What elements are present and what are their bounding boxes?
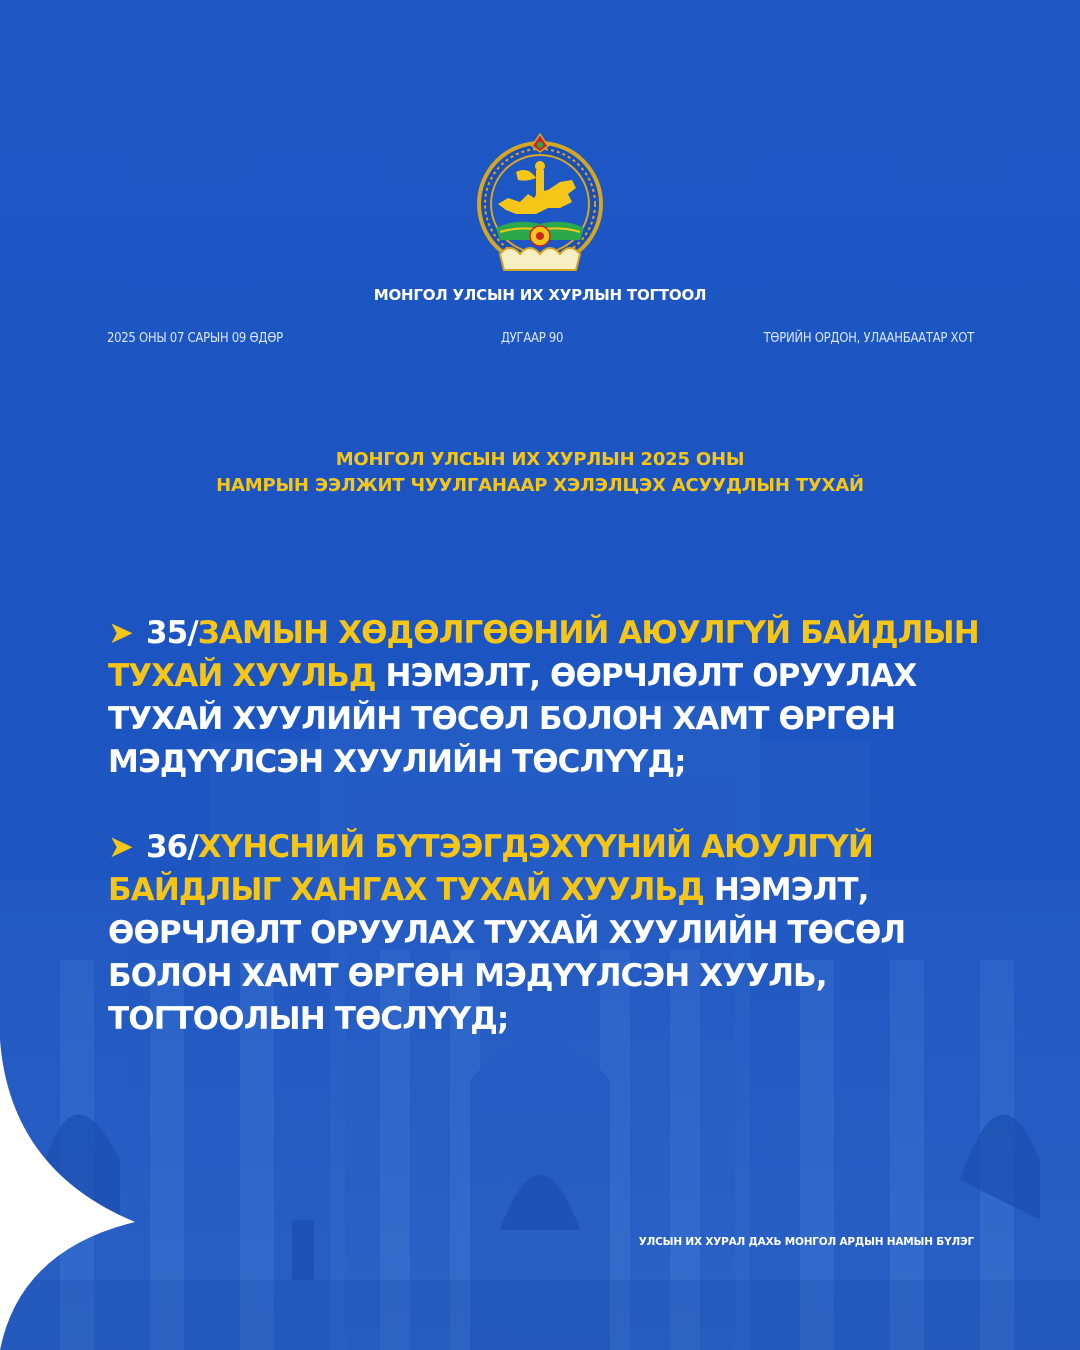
resolution-title: МОНГОЛ УЛСЫН ИХ ХУРЛЫН ТОГТООЛ	[373, 286, 707, 304]
agenda-item-36	[108, 826, 988, 1041]
item-text: НЭМЭЛТ, ӨӨРЧЛӨЛТ ОРУУЛАХ ТУХАЙ ХУУЛИЙН ТӨСӨЛ БОЛОН ХАМТ ӨРГӨН МЭДҮҮЛСЭН ХУУЛЬ, ТОГТООЛЫН ТӨСЛҮҮД;	[108, 872, 906, 1037]
resolution-subject	[0, 447, 1080, 499]
resolution-place: ТӨРИЙН ОРДОН, УЛААНБААТАР ХОТ	[763, 331, 974, 346]
resolution-number: ДУГААР 90	[500, 331, 564, 346]
subject-line-1: МОНГОЛ УЛСЫН ИХ ХУРЛЫН 2025 ОНЫ	[335, 449, 745, 470]
item-prefix: 36/	[146, 829, 198, 865]
arrow-bullet-icon: ➤	[108, 615, 134, 651]
agenda-item-35	[108, 612, 988, 784]
item-highlight: ЗАМЫН ХӨДӨЛГӨӨНИЙ АЮУЛГҮЙ БАЙДЛЫН ТУХАЙ ХУУЛЬД	[108, 615, 979, 694]
item-text: НЭМЭЛТ, ӨӨРЧЛӨЛТ ОРУУЛАХ ТУХАЙ ХУУЛИЙН ТӨСӨЛ БОЛОН ХАМТ ӨРГӨН МЭДҮҮЛСЭН ХУУЛИЙН ТӨСЛҮҮД;	[108, 658, 917, 780]
item-prefix: 35/	[146, 615, 198, 651]
item-highlight: ХҮНСНИЙ БҮТЭЭГДЭХҮҮНИЙ АЮУЛГҮЙ БАЙДЛЫГ ХАНГАХ ТУХАЙ ХУУЛЬД	[108, 829, 873, 908]
state-emblem-icon	[476, 132, 604, 277]
resolution-date: 2025 ОНЫ 07 САРЫН 09 ӨДӨР	[107, 331, 283, 346]
arrow-bullet-icon: ➤	[108, 829, 134, 865]
subject-line-2: НАМРЫН ЭЭЛЖИТ ЧУУЛГАНААР ХЭЛЭЛЦЭХ АСУУДЛЫН ТУХАЙ	[216, 475, 864, 496]
footer-caption: УЛСЫН ИХ ХУРАЛ ДАХЬ МОНГОЛ АРДЫН НАМЫН БҮЛЭГ	[638, 1236, 974, 1248]
